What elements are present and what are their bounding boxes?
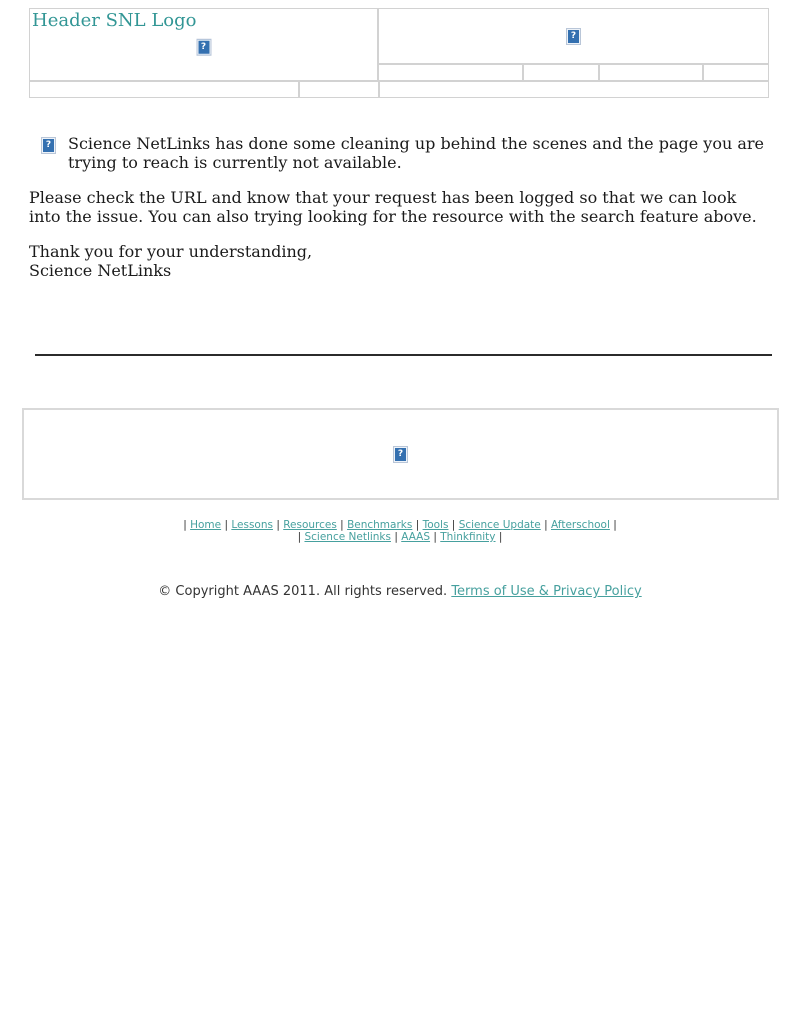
footer-link-resources[interactable]: Resources	[283, 519, 337, 531]
header-subnav-cell-3	[599, 64, 703, 81]
footer-link-afterschool[interactable]: Afterschool	[551, 519, 610, 531]
header-subnav-cell-2	[523, 64, 599, 81]
header-table	[29, 8, 769, 98]
footer-nav-row-2: | Science Netlinks | AAAS | Thinkfinity |	[297, 531, 503, 543]
header-subnav-cell-4	[703, 64, 769, 81]
header-subnav-row	[378, 64, 769, 81]
footer-link-benchmarks[interactable]: Benchmarks	[347, 519, 413, 531]
header-bottom-cell-3	[379, 81, 769, 98]
footer-link-science-update[interactable]: Science Update	[458, 519, 541, 531]
error-notice-row	[42, 134, 800, 172]
footer-ad-box	[22, 408, 779, 500]
copyright-text: © Copyright AAAS 2011. All rights reserved.	[158, 584, 448, 599]
footer-link-science-netlinks[interactable]: Science Netlinks	[304, 531, 391, 543]
divider-rule	[35, 354, 772, 356]
broken-image-icon: ?	[197, 39, 210, 54]
error-signature	[29, 242, 769, 280]
logo-alt-text: Header SNL Logo	[32, 10, 197, 31]
header-bottom-row	[29, 81, 769, 98]
footer-nav-row-1: | Home | Lessons | Resources | Benchmarks | Tools | Science Update | Afterschool |	[183, 519, 617, 531]
broken-image-icon: ?	[394, 447, 407, 462]
signature-line: Science NetLinks	[29, 261, 172, 280]
terms-privacy-link[interactable]: Terms of Use & Privacy Policy	[451, 584, 642, 599]
header-top-row	[29, 8, 769, 81]
copyright-line	[0, 584, 800, 600]
header-bottom-cell-1	[29, 81, 299, 98]
error-notice-text: Science NetLinks has done some cleaning up behind the scenes and the page you are trying to reach is currently not available.	[68, 134, 765, 172]
footer-link-aaas[interactable]: AAAS	[401, 531, 431, 543]
footer-link-home[interactable]: Home	[190, 519, 222, 531]
footer-nav	[0, 519, 800, 543]
footer-link-lessons[interactable]: Lessons	[231, 519, 273, 531]
header-logo-cell	[29, 8, 378, 81]
footer-link-thinkfinity[interactable]: Thinkfinity	[440, 531, 496, 543]
broken-image-icon: ?	[567, 29, 580, 44]
header-bottom-cell-2	[299, 81, 379, 98]
footer-link-tools[interactable]: Tools	[422, 519, 449, 531]
thanks-line: Thank you for your understanding,	[29, 242, 313, 261]
header-search-cell	[378, 8, 769, 64]
error-detail-text: Please check the URL and know that your request has been logged so that we can look into the issue. You can also trying looking for the resource with the search feature above.	[29, 188, 757, 226]
header-subnav-cell-1	[378, 64, 523, 81]
header-right-column	[378, 8, 769, 81]
broken-image-icon: ?	[42, 138, 55, 153]
